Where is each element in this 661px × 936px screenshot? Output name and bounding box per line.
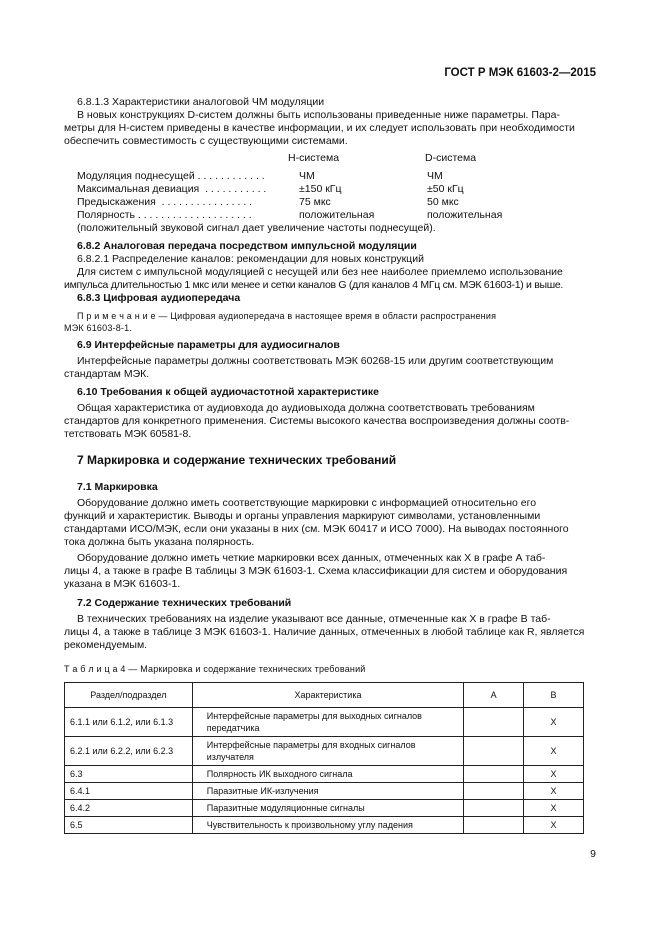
section-682-text-l1: Для систем с импульсной модуляцией с несущей или без нее наиболее приемлемо использование	[77, 266, 563, 278]
section-71-p1-l3: стандартами ИСО/МЭК, если они указаны в них (см. МЭК 60417 и ИСО 7000). На выводах постоянного	[64, 523, 569, 535]
cell-section: 6.3	[65, 766, 193, 783]
param-name: Модуляция поднесущей . . . . . . . . . . . .	[77, 170, 265, 182]
cell-section: 6.4.1	[65, 783, 193, 800]
section-72-p3-l2: лицы 4, а также в таблице 3 МЭК 61603-1. Наличие данных, отмеченных в любой таблице как R, является	[64, 626, 585, 638]
section-682-text-l2: импульса длительностью 1 мкс или менее и сетки каналов G (для каналов 4 МГц см. МЭК 61603-1) и выше.	[64, 279, 564, 291]
section-610-text-l1: Общая характеристика от аудиовхода до аудиовыхода должна соответствовать требованиям	[77, 402, 535, 414]
section-71-p1-l1: Оборудование должно иметь соответствующие маркировки с информацией относительно его	[77, 497, 537, 509]
param-h: ЧМ	[299, 170, 315, 182]
table-row	[65, 817, 584, 834]
cell-a	[464, 783, 524, 800]
header-characteristic: Характеристика	[192, 683, 463, 708]
section-69-text-l1: Интерфейсные параметры должны соответствовать МЭК 60268-15 или другим соответствующим	[77, 355, 554, 367]
param-col-h: Н-система	[288, 152, 340, 164]
cell-b: X	[524, 800, 584, 817]
section-71-p1-l2: функций и характеристик. Выводы и органы управления маркируют символами, установленными	[64, 510, 541, 522]
header-section: Раздел/подраздел	[65, 683, 193, 708]
section-71-p2-l2: лицы 4, а также в графе В таблицы 3 МЭК 61603-1. Схема классификации для систем и оборудования	[64, 565, 568, 577]
section-6813-text-l2: метры для Н-систем приведены в качестве информации, и их следует использовать при необходимости	[64, 122, 575, 134]
cell-a	[464, 817, 524, 834]
cell-b: X	[524, 708, 584, 737]
param-h: положительная	[299, 209, 375, 221]
cell-characteristic: Паразитные модуляционные сигналы	[192, 800, 463, 817]
cell-characteristic: Интерфейсные параметры для выходных сигналов передатчика	[192, 708, 463, 737]
section-72-title: 7.2 Содержание технических требований	[77, 597, 292, 609]
param-col-d: D-система	[425, 152, 477, 164]
param-name: Полярность . . . . . . . . . . . . . . . . . . . .	[77, 209, 252, 221]
section-71-p2-l3: указана в МЭК 61603-1.	[64, 578, 181, 590]
param-d: положительная	[427, 209, 503, 221]
cell-section: 6.1.1 или 6.1.2, или 6.1.3	[65, 708, 193, 737]
section-610-title: 6.10 Требования к общей аудиочастотной характеристике	[77, 386, 379, 398]
param-d: ±50 кГц	[427, 183, 464, 195]
table-row	[65, 800, 584, 817]
param-d: 50 мкс	[427, 196, 459, 208]
cell-characteristic: Интерфейсные параметры для входных сигналов излучателя	[192, 737, 463, 766]
param-d: ЧМ	[427, 170, 443, 182]
param-h: ±150 кГц	[299, 183, 342, 195]
section-683-note-l2: МЭК 61603-8-1.	[64, 323, 133, 333]
cell-section: 6.2.1 или 6.2.2, или 6.2.3	[65, 737, 193, 766]
cell-b: X	[524, 817, 584, 834]
section-69-title: 6.9 Интерфейсные параметры для аудиосигналов	[77, 339, 340, 351]
cell-section: 6.4.2	[65, 800, 193, 817]
cell-a	[464, 766, 524, 783]
param-name: Максимальная девиация . . . . . . . . . . .	[77, 183, 267, 195]
cell-b: X	[524, 766, 584, 783]
section-682-title: 6.8.2 Аналоговая передача посредством импульсной модуляции	[77, 240, 417, 252]
table-row	[65, 783, 584, 800]
header-a: А	[464, 683, 524, 708]
table-row	[65, 737, 584, 766]
section-6821-title: 6.8.2.1 Распределение каналов: рекомендации для новых конструкций	[77, 253, 424, 265]
param-name: Предыскажения . . . . . . . . . . . . . . . .	[77, 196, 253, 208]
section-683-note-l1: П р и м е ч а н и е — Цифровая аудиопередача в настоящее время в области распространения	[77, 311, 497, 321]
cell-a	[464, 708, 524, 737]
section-610-text-l3: тетствовать МЭК 60581-8.	[64, 428, 192, 440]
table-header-row	[65, 683, 584, 708]
param-note: (положительный звуковой сигнал дает увеличение частоты поднесущей).	[77, 222, 436, 234]
cell-a	[464, 737, 524, 766]
section-6813-text-l1: В новых конструкциях D-систем должны быть использованы приведенные ниже параметры. Пара-	[77, 109, 560, 121]
section-683-title: 6.8.3 Цифровая аудиопередача	[77, 292, 241, 304]
section-7-title: 7 Маркировка и содержание технических требований	[77, 453, 397, 467]
cell-characteristic: Паразитные ИК-излучения	[192, 783, 463, 800]
cell-a	[464, 800, 524, 817]
section-71-p2-l1: Оборудование должно иметь четкие маркировки всех данных, отмеченных как X в графе А таб-	[77, 552, 546, 564]
table-row	[65, 708, 584, 737]
cell-b: X	[524, 783, 584, 800]
section-72-p3-l1: В технических требованиях на изделие указывают все данные, отмеченные как X в графе В таб-	[77, 613, 551, 625]
section-72-p3-l3: рекомендуемым.	[64, 639, 148, 651]
cell-section: 6.5	[65, 817, 193, 834]
section-6813-text-l3: обеспечить совместимость с существующими системами.	[64, 135, 348, 147]
table-caption: Т а б л и ц а 4 — Маркировка и содержание технических требований	[64, 664, 366, 674]
page-number: 9	[590, 848, 596, 860]
document-header: ГОСТ Р МЭК 61603-2—2015	[444, 67, 596, 79]
section-69-text-l2: стандартам МЭК.	[64, 368, 150, 380]
cell-characteristic: Чувствительность к произвольному углу падения	[192, 817, 463, 834]
marking-table	[64, 682, 584, 834]
cell-b: X	[524, 737, 584, 766]
header-b: В	[524, 683, 584, 708]
cell-characteristic: Полярность ИК выходного сигнала	[192, 766, 463, 783]
table-row	[65, 766, 584, 783]
section-71-title: 7.1 Маркировка	[77, 481, 158, 493]
section-610-text-l2: стандартов для конкретного применения. Системы высокого качества воспроизведения должны соотв-	[64, 415, 570, 427]
section-71-p1-l4: тока должна быть указана полярность.	[64, 536, 255, 548]
section-6813-title: 6.8.1.3 Характеристики аналоговой ЧМ модуляции	[77, 96, 325, 108]
param-h: 75 мкс	[299, 196, 331, 208]
